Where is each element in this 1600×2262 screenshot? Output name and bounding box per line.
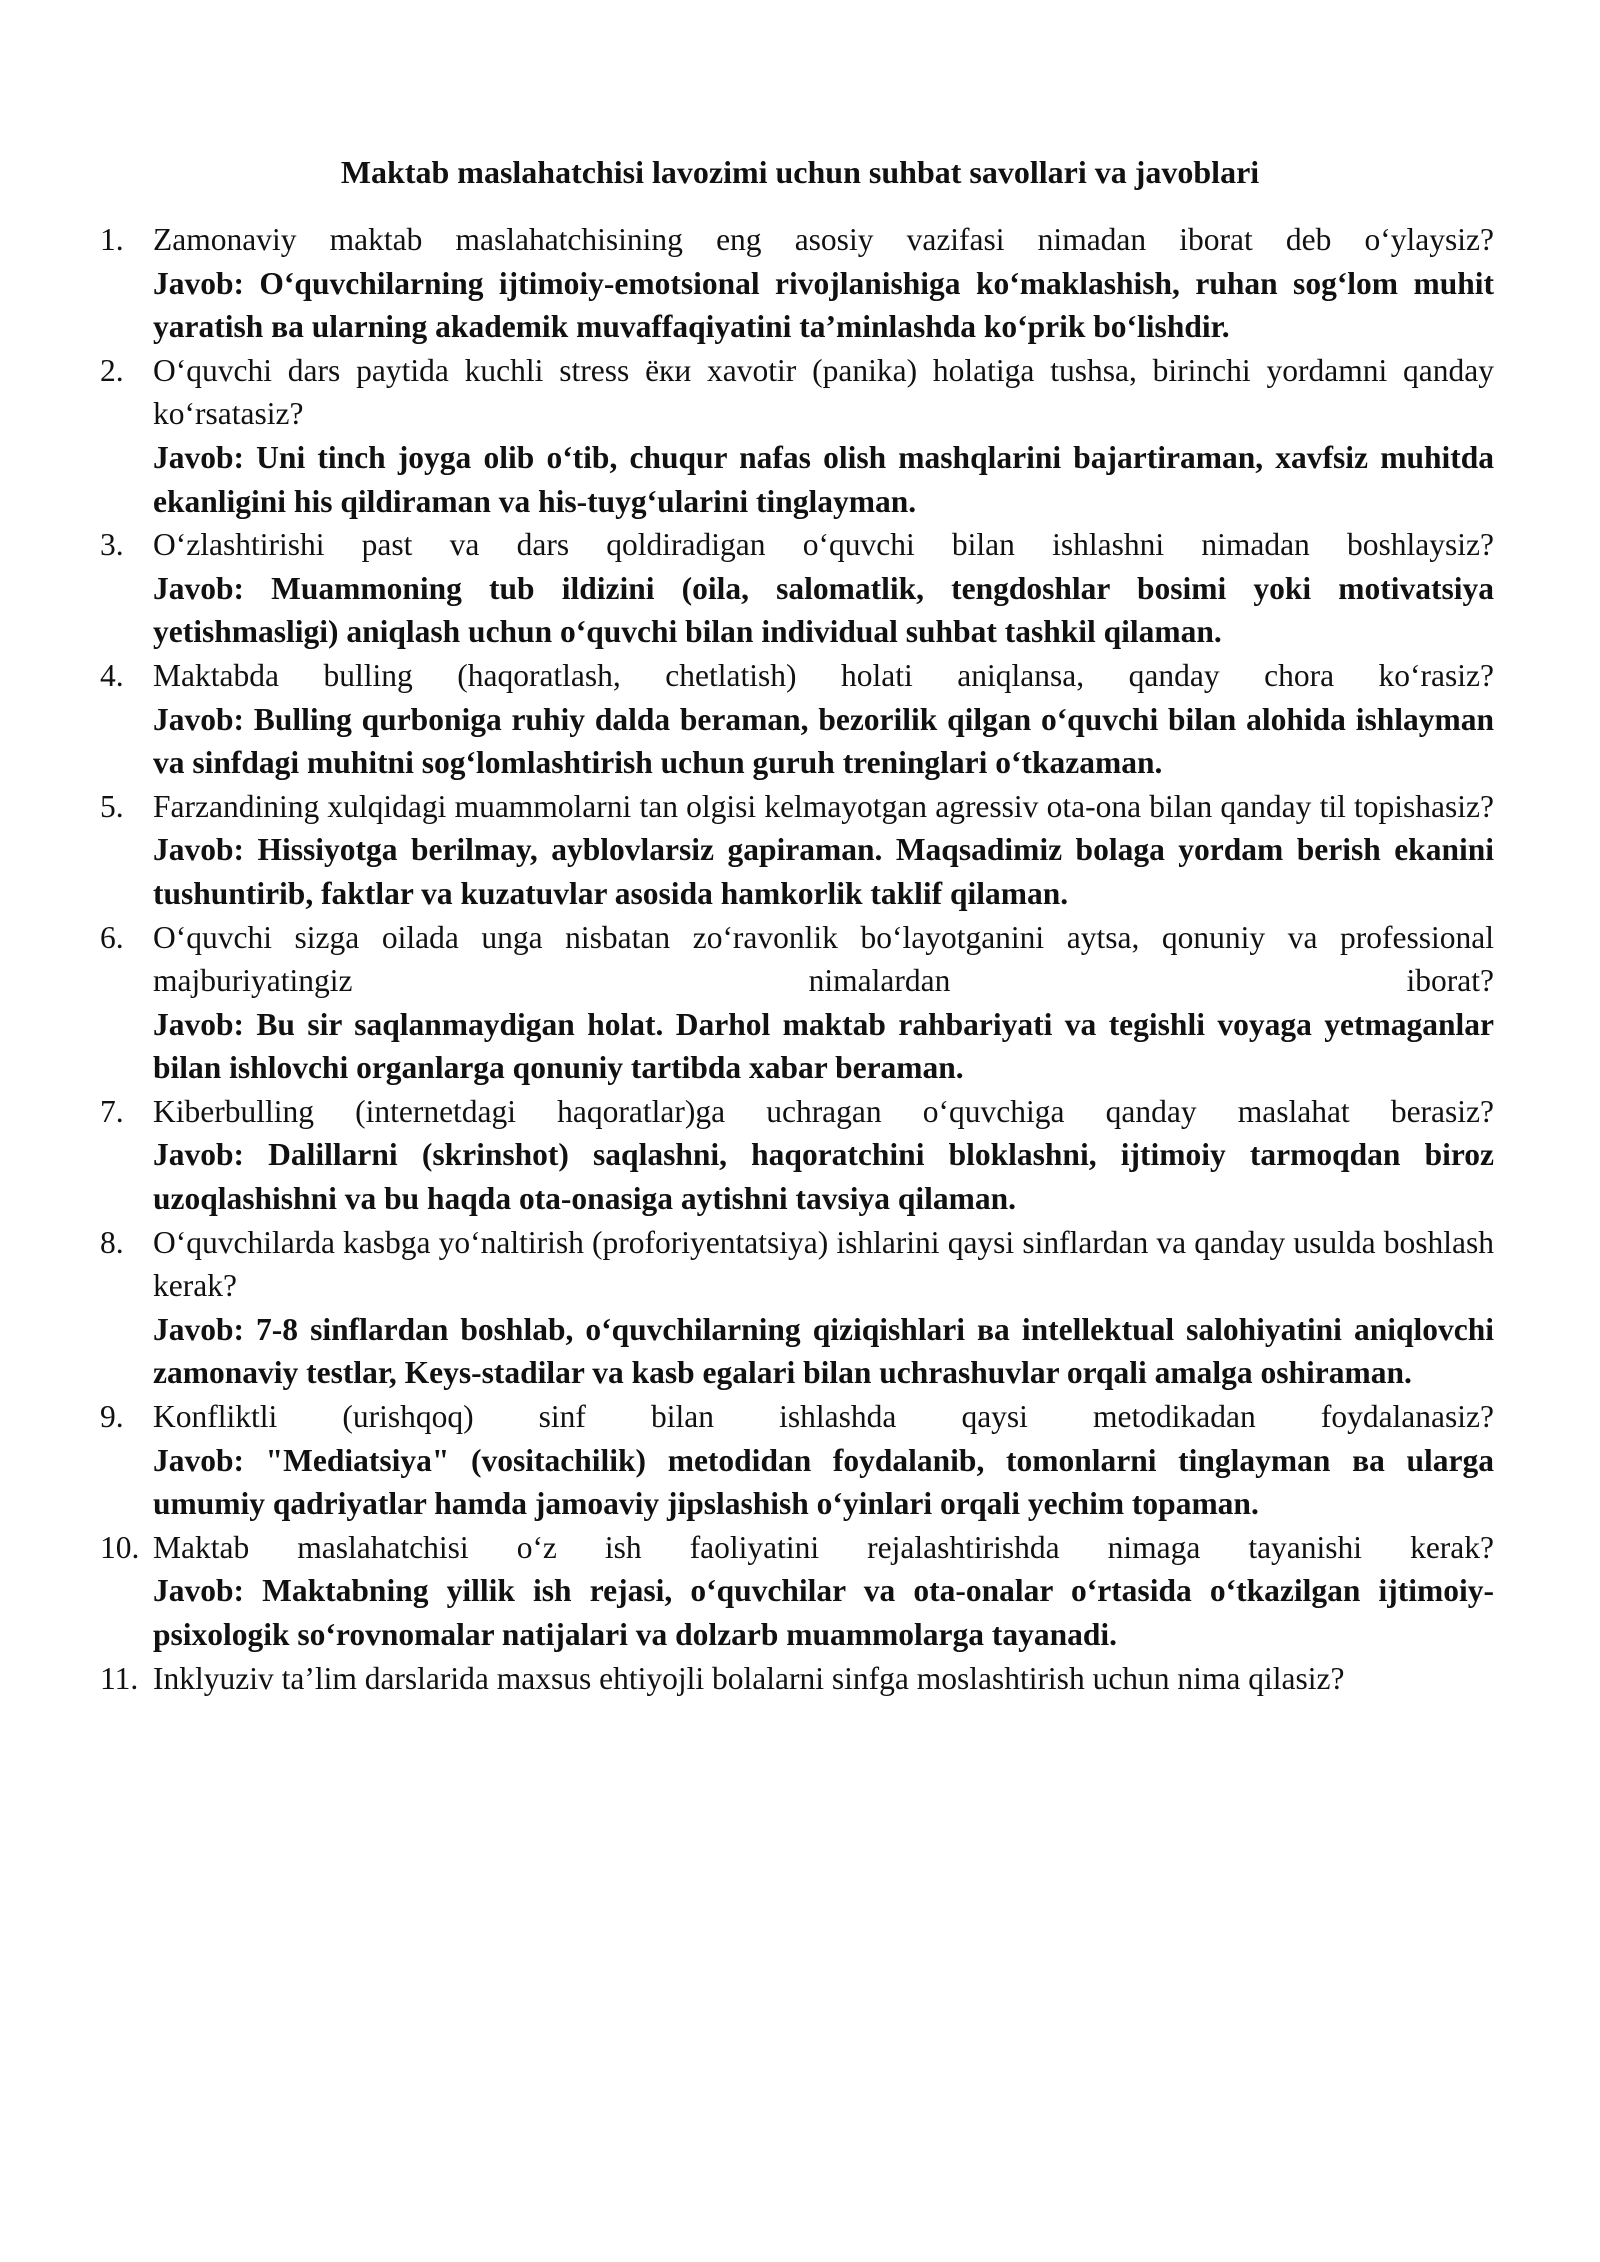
qa-item-7: [100, 1090, 1494, 1221]
answer-text: Javob: Hissiyotga berilmay, ayblovlarsiz gapiraman. Maqsadimiz bolaga yordam berish ekanini tushuntirib, faktlar va kuzatuvlar asosida hamkorlik taklif qilaman.: [153, 832, 1494, 911]
item-number: 1.: [100, 222, 124, 257]
item-number: 3.: [100, 527, 124, 563]
answer-text: Javob: Uni tinch joyga olib o‘tib, chuqur nafas olish mashqlarini bajartiraman, xavfsiz muhitda ekanligini his qildiraman va his-tuyg‘ularini tinglayman.: [153, 439, 1494, 519]
question-text: Maktab maslahatchisi o‘z ish faoliyatini rejalashtirishda nimaga tayanishi kerak?: [153, 1529, 1494, 1565]
qa-item-11: [100, 1657, 1494, 1701]
question-text: O‘quvchilarda kasbga yo‘naltirish (proforiyentatsiya) ishlarini qaysi sinflardan va qanday usulda boshlash kerak?: [153, 1224, 1494, 1304]
item-number: 2.: [100, 352, 124, 388]
answer-text: Javob: Bulling qurboniga ruhiy dalda beraman, bezorilik qilgan o‘quvchi bilan alohida ishlayman va sinfdagi muhitni sog‘lomlashtirish uchun guruh treninglari o‘tkazaman.: [153, 701, 1494, 781]
answer-text: Javob: "Mediatsiya" (vositachilik) metodidan foydalanib, tomonlarni tinglayman ва ularga umumiy qadriyatlar hamda jamoaviy jipslashish o‘yinlari orqali yechim topaman.: [153, 1442, 1494, 1522]
item-number: 10.: [100, 1529, 140, 1565]
item-number: 9.: [100, 1399, 124, 1435]
qa-item-3: [100, 523, 1494, 654]
qa-list: [100, 218, 1494, 1700]
question-text: O‘quvchi dars paytida kuchli stress ёки xavotir (panika) holatiga tushsa, birinchi yordamni qanday ko‘rsatasiz?: [153, 352, 1494, 432]
item-number: 7.: [100, 1093, 124, 1129]
item-number: 5.: [100, 788, 124, 824]
question-text: O‘zlashtirishi past va dars qoldiradigan o‘quvchi bilan ishlashni nimadan boshlaysiz?: [153, 527, 1494, 563]
answer-text: Javob: O‘quvchilarning ijtimoiy-emotsional rivojlanishiga ko‘maklashish, ruhan sog‘lom muhit yaratish ва ularning akademik muvaffaqiyatini ta’minlashda ko‘prik bo‘lishdir.: [153, 265, 1494, 345]
answer-text: Javob: Maktabning yillik ish rejasi, o‘quvchilar va ota-onalar o‘rtasida o‘tkazilgan ijtimoiy-psixologik so‘rovnomalar natijalari va dolzarb muammolarga tayanadi.: [153, 1573, 1494, 1652]
document-title: Maktab maslahatchisi lavozimi uchun suhbat savollari va javoblari: [340, 154, 1260, 190]
item-number: 8.: [100, 1224, 124, 1260]
question-text: Zamonaviy maktab maslahatchisining eng asosiy vazifasi nimadan iborat deb o‘ylaysiz?: [153, 222, 1494, 257]
qa-item-10: [100, 1526, 1494, 1657]
item-number: 11.: [100, 1660, 139, 1696]
qa-item-2: [100, 349, 1494, 523]
qa-item-9: [100, 1395, 1494, 1526]
question-text: Maktabda bulling (haqoratlash, chetlatish) holati aniqlansa, qanday chora ko‘rasiz?: [153, 657, 1494, 693]
question-text: Inklyuziv ta’lim darslarida maxsus ehtiyojli bolalarni sinfga moslashtirish uchun nima qilasiz?: [153, 1660, 1345, 1696]
question-text: Kiberbulling (internetdagi haqoratlar)ga uchragan o‘quvchiga qanday maslahat berasiz?: [153, 1093, 1494, 1129]
qa-item-8: [100, 1221, 1494, 1395]
question-text: Farzandining xulqidagi muammolarni tan olgisi kelmayotgan agressiv ota-ona bilan qanday til topishasiz?: [153, 788, 1494, 824]
qa-item-4: [100, 654, 1494, 785]
item-number: 4.: [100, 657, 124, 693]
qa-item-1: [100, 218, 1494, 349]
answer-text: Javob: 7-8 sinflardan boshlab, o‘quvchilarning qiziqishlari ва intellektual salohiyatini aniqlovchi zamonaviy testlar, Keys-stadilar va kasb egalari bilan uchrashuvlar orqali amalga oshiraman.: [153, 1311, 1494, 1391]
question-text: O‘quvchi sizga oilada unga nisbatan zo‘ravonlik bo‘layotganini aytsa, qonuniy va professional majburiyatingiz nimalardan iborat?: [153, 919, 1494, 999]
answer-text: Javob: Muammoning tub ildizini (oila, salomatlik, tengdoshlar bosimi yoki motivatsiya yetishmasligi) aniqlash uchun o‘quvchi bilan individual suhbat tashkil qilaman.: [153, 570, 1494, 650]
answer-text: Javob: Dalillarni (skrinshot) saqlashni, haqoratchini bloklashni, ijtimoiy tarmoqdan biroz uzoqlashishni va bu haqda ota-onasiga aytishni tavsiya qilaman.: [153, 1137, 1494, 1217]
qa-item-6: [100, 916, 1494, 1090]
item-number: 6.: [100, 919, 124, 955]
qa-item-5: [100, 785, 1494, 916]
question-text: Konfliktli (urishqoq) sinf bilan ishlashda qaysi metodikadan foydalanasiz?: [153, 1399, 1494, 1435]
answer-text: Javob: Bu sir saqlanmaydigan holat. Darhol maktab rahbariyati va tegishli voyaga yetmaganlar bilan ishlovchi organlarga qonuniy tartibda xabar beraman.: [153, 1006, 1494, 1086]
